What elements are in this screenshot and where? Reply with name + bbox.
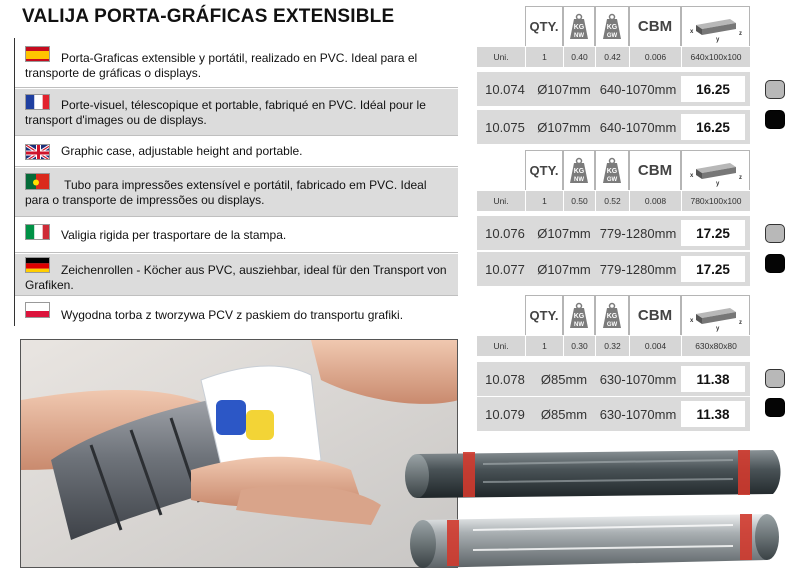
svg-text:KG: KG bbox=[606, 23, 618, 31]
unit-net-weight: 0.40 bbox=[563, 47, 595, 67]
product-in-use-photo bbox=[20, 339, 458, 568]
unit-dimensions: 640x100x100 bbox=[681, 47, 750, 67]
cbm-header: CBM bbox=[629, 150, 681, 190]
svg-text:KG: KG bbox=[573, 167, 585, 175]
svg-text:x: x bbox=[689, 28, 693, 35]
product-price: 11.38 bbox=[681, 366, 745, 392]
svg-text:NW: NW bbox=[574, 176, 584, 183]
product-row bbox=[477, 216, 750, 250]
description-pl bbox=[15, 297, 458, 326]
unit-label: Uni. bbox=[493, 196, 509, 206]
product-row bbox=[477, 252, 750, 286]
svg-text:y: y bbox=[715, 180, 719, 187]
net-weight-header bbox=[563, 150, 595, 190]
product-row bbox=[477, 362, 750, 396]
svg-text:x: x bbox=[689, 317, 693, 324]
description-text: Graphic case, adjustable height and portable. bbox=[61, 144, 303, 158]
svg-text:GW: GW bbox=[606, 321, 618, 328]
product-length: 630-1070mm bbox=[599, 406, 677, 422]
svg-text:x: x bbox=[689, 172, 693, 179]
unit-dimensions: 630x80x80 bbox=[681, 336, 750, 356]
description-fr bbox=[15, 89, 458, 136]
svg-text:KG: KG bbox=[573, 23, 585, 31]
spec-header-group-3 bbox=[477, 295, 750, 335]
product-price: 11.38 bbox=[681, 401, 745, 427]
product-row bbox=[477, 72, 750, 106]
svg-text:y: y bbox=[715, 36, 719, 43]
description-text: Tubo para impressões extensível e portátil, fabricado em PVC. Ideal para o transporte de impressões ou displays. bbox=[25, 178, 427, 207]
cbm-header: CBM bbox=[629, 295, 681, 335]
description-text: Porta-Graficas extensible y portátil, realizado en PVC. Ideal para el transporte de gráficas o displays. bbox=[25, 51, 418, 80]
description-text: Zeichenrollen - Köcher aus PVC, ausziehbar, ideal für den Transport von Grafiken. bbox=[25, 263, 447, 292]
unit-dimensions: 780x100x100 bbox=[681, 191, 750, 211]
net-weight-header bbox=[563, 6, 595, 46]
unit-label: Uni. bbox=[493, 52, 509, 62]
product-price: 16.25 bbox=[681, 114, 745, 140]
product-diameter: Ø107mm bbox=[537, 81, 591, 97]
grey-color-swatch[interactable] bbox=[765, 224, 785, 243]
product-price: 17.25 bbox=[681, 220, 745, 246]
description-it bbox=[15, 218, 458, 253]
unit-gross-weight: 0.52 bbox=[595, 191, 629, 211]
box-dimensions-icon bbox=[686, 11, 746, 43]
product-price: 16.25 bbox=[681, 76, 745, 102]
svg-text:y: y bbox=[715, 325, 719, 332]
product-length: 779-1280mm bbox=[599, 225, 677, 241]
product-price: 17.25 bbox=[681, 256, 745, 282]
unit-cbm: 0.006 bbox=[629, 47, 681, 67]
unit-label: Uni. bbox=[493, 341, 509, 351]
product-length: 630-1070mm bbox=[599, 371, 677, 387]
gross-weight-header bbox=[595, 150, 629, 190]
unit-net-weight: 0.50 bbox=[563, 191, 595, 211]
grey-color-swatch[interactable] bbox=[765, 369, 785, 388]
dimensions-header bbox=[681, 6, 750, 46]
black-color-swatch[interactable] bbox=[765, 110, 785, 129]
qty-header: QTY. bbox=[525, 150, 563, 190]
unit-row bbox=[477, 191, 750, 211]
product-code: 10.075 bbox=[485, 119, 525, 135]
description-text: Porte-visuel, télescopique et portable, fabriqué en PVC. Idéal pour le transport d'images ou de displays. bbox=[25, 98, 426, 127]
gross-weight-icon bbox=[600, 13, 624, 41]
unit-cbm: 0.008 bbox=[629, 191, 681, 211]
svg-text:KG: KG bbox=[606, 312, 618, 320]
product-code: 10.079 bbox=[485, 406, 525, 422]
spec-header-group-1 bbox=[477, 6, 750, 46]
product-code: 10.076 bbox=[485, 225, 525, 241]
svg-text:GW: GW bbox=[606, 176, 618, 183]
description-text: Valigia rigida per trasportare de la stampa. bbox=[61, 228, 287, 242]
net-weight-header bbox=[563, 295, 595, 335]
grey-color-swatch[interactable] bbox=[765, 80, 785, 99]
description-en bbox=[15, 137, 458, 167]
unit-qty: 1 bbox=[525, 191, 563, 211]
description-es bbox=[15, 38, 458, 88]
box-dimensions-icon bbox=[686, 300, 746, 332]
dimensions-header bbox=[681, 295, 750, 335]
page-title: VALIJA PORTA-GRÁFICAS EXTENSIBLE bbox=[22, 6, 395, 27]
product-row bbox=[477, 397, 750, 431]
svg-text:KG: KG bbox=[606, 167, 618, 175]
svg-text:KG: KG bbox=[573, 312, 585, 320]
unit-qty: 1 bbox=[525, 47, 563, 67]
product-diameter: Ø85mm bbox=[540, 371, 588, 387]
product-length: 640-1070mm bbox=[599, 119, 677, 135]
unit-qty: 1 bbox=[525, 336, 563, 356]
black-color-swatch[interactable] bbox=[765, 398, 785, 417]
product-code: 10.078 bbox=[485, 371, 525, 387]
qty-header: QTY. bbox=[525, 6, 563, 46]
black-color-swatch[interactable] bbox=[765, 254, 785, 273]
svg-text:NW: NW bbox=[574, 32, 584, 39]
product-diameter: Ø107mm bbox=[537, 225, 591, 241]
qty-header: QTY. bbox=[525, 295, 563, 335]
svg-text:z: z bbox=[738, 174, 742, 181]
box-dimensions-icon bbox=[686, 155, 746, 187]
product-diameter: Ø107mm bbox=[537, 119, 591, 135]
gross-weight-header bbox=[595, 6, 629, 46]
product-code: 10.077 bbox=[485, 261, 525, 277]
svg-text:NW: NW bbox=[574, 321, 584, 328]
gross-weight-icon bbox=[600, 302, 624, 330]
svg-text:GW: GW bbox=[606, 32, 618, 39]
product-length: 779-1280mm bbox=[599, 261, 677, 277]
product-diameter: Ø85mm bbox=[540, 406, 588, 422]
unit-cbm: 0.004 bbox=[629, 336, 681, 356]
product-length: 640-1070mm bbox=[599, 81, 677, 97]
description-de bbox=[15, 254, 458, 296]
gross-weight-icon bbox=[600, 157, 624, 185]
cbm-header: CBM bbox=[629, 6, 681, 46]
net-weight-icon bbox=[567, 302, 591, 330]
product-diameter: Ø107mm bbox=[537, 261, 591, 277]
unit-gross-weight: 0.32 bbox=[595, 336, 629, 356]
description-list bbox=[14, 38, 457, 326]
description-pt bbox=[15, 168, 458, 217]
spec-header-group-2 bbox=[477, 150, 750, 190]
svg-text:z: z bbox=[738, 319, 742, 326]
net-weight-icon bbox=[567, 157, 591, 185]
product-tubes-photo bbox=[403, 432, 789, 578]
description-text: Wygodna torba z tworzywa PCV z paskiem do transportu grafiki. bbox=[61, 308, 404, 322]
net-weight-icon bbox=[567, 13, 591, 41]
gross-weight-header bbox=[595, 295, 629, 335]
unit-net-weight: 0.30 bbox=[563, 336, 595, 356]
unit-row bbox=[477, 336, 750, 356]
product-code: 10.074 bbox=[485, 81, 525, 97]
dimensions-header bbox=[681, 150, 750, 190]
unit-row bbox=[477, 47, 750, 67]
unit-gross-weight: 0.42 bbox=[595, 47, 629, 67]
svg-text:z: z bbox=[738, 30, 742, 37]
product-row bbox=[477, 110, 750, 144]
